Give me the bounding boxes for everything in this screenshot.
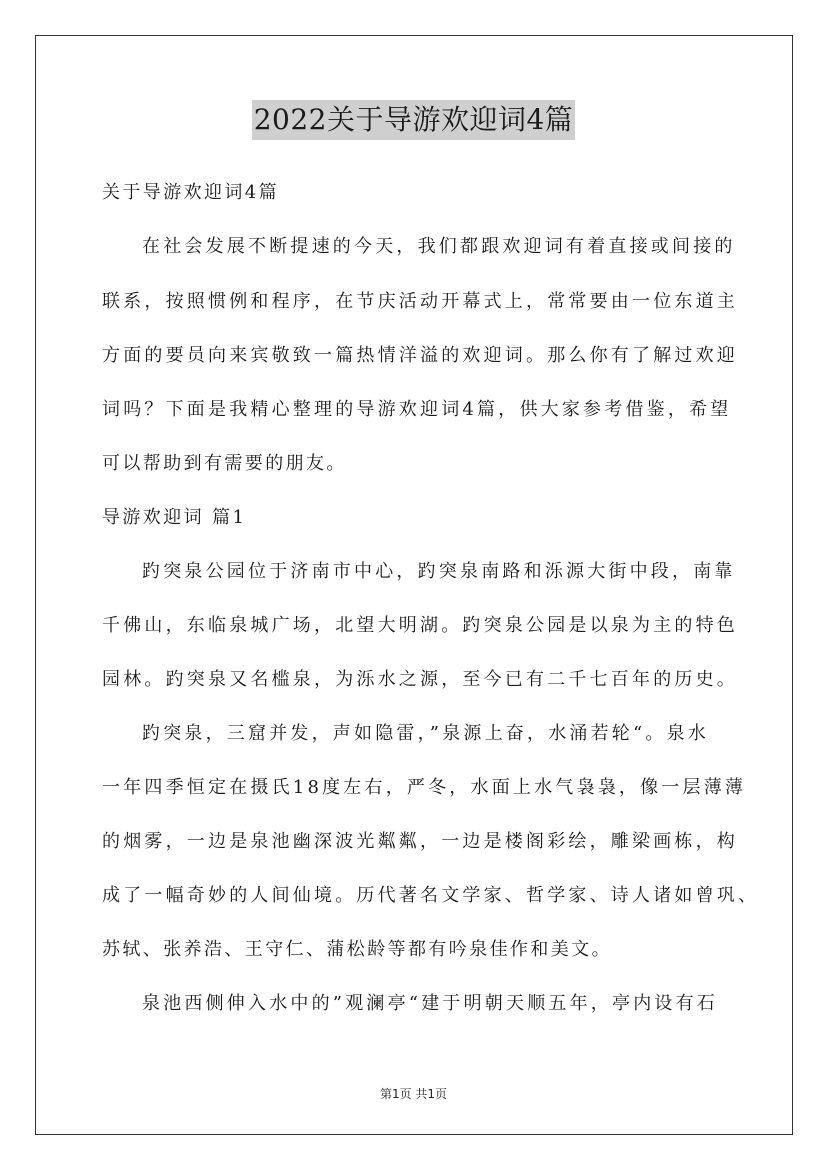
paragraph-line: 方面的要员向来宾敬致一篇热情洋溢的欢迎词。那么你有了解过欢迎	[102, 345, 738, 366]
paragraph-line: 泉池西侧伸入水中的”观澜亭“建于明朝天顺五年，亭内设有石	[142, 993, 719, 1014]
paragraph-line: 趵突泉，三窟并发，声如隐雷，”泉源上奋，水涌若轮“。泉水	[142, 723, 710, 744]
paragraph-line: 一年四季恒定在摄氏18度左右，严冬，水面上水气袅袅，像一层薄薄	[102, 777, 747, 798]
section-heading: 导游欢迎词 篇1	[102, 507, 247, 528]
document-title: 2022关于导游欢迎词4篇	[252, 100, 576, 140]
page-footer: 第1页 共1页	[379, 1087, 448, 1101]
paragraph-line: 苏轼、张养浩、王守仁、蒲松龄等都有吟泉佳作和美文。	[102, 939, 612, 960]
paragraph-line: 千佛山，东临泉城广场，北望大明湖。趵突泉公园是以泉为主的特色	[102, 615, 738, 636]
paragraph-line: 园林。趵突泉又名槛泉，为泺水之源，至今已有二千七百年的历史。	[102, 669, 738, 690]
paragraph-line: 词吗？下面是我精心整理的导游欢迎词4篇，供大家参考借鉴，希望	[102, 399, 732, 420]
paragraph-line: 趵突泉公园位于济南市中心，趵突泉南路和泺源大街中段，南靠	[142, 561, 736, 582]
subtitle-line: 关于导游欢迎词4篇	[102, 182, 280, 203]
paragraph-line: 可以帮助到有需要的朋友。	[102, 453, 347, 474]
paragraph-line: 的烟雾，一边是泉池幽深波光粼粼，一边是楼阁彩绘，雕梁画栋，构	[102, 831, 738, 852]
document-title-container	[0, 100, 827, 140]
paragraph-line: 成了一幅奇妙的人间仙境。历代著名文学家、哲学家、诗人诸如曾巩、	[102, 885, 760, 906]
paragraph-line: 在社会发展不断提速的今天，我们都跟欢迎词有着直接或间接的	[142, 236, 736, 257]
paragraph-line: 联系，按照惯例和程序，在节庆活动开幕式上，常常要由一位东道主	[102, 291, 738, 312]
